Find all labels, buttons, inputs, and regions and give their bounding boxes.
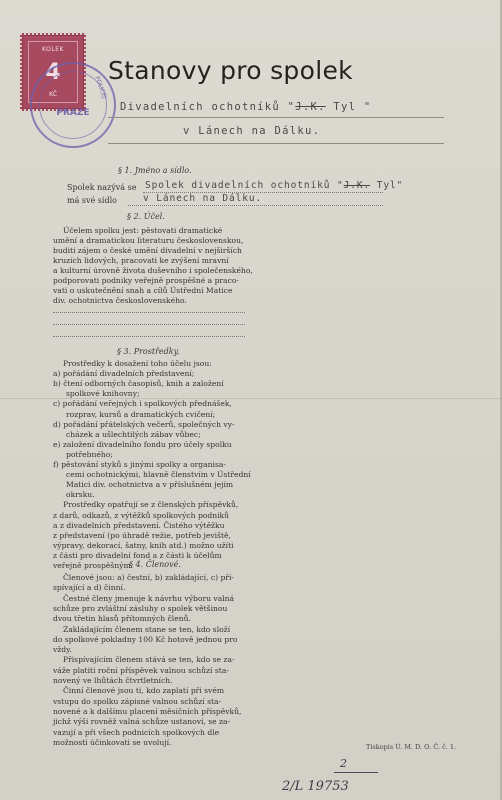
- s3-line: Prostředky k dosažení toho účelu jsou:: [63, 359, 212, 368]
- s4-line: Členové jsou: a) čestní, b) zakládající, c) při-: [63, 573, 234, 582]
- s2-line: buditi zájem o české umění divadelní v nejširších: [53, 246, 242, 255]
- printer-note: Tiskopis Ú. M. D. O. Č. č. 1.: [366, 743, 457, 751]
- s4-line: spívající a d) činní.: [53, 583, 126, 593]
- s3-line: z darů, odkazů, z výtěžků spolkových podniků: [53, 510, 230, 520]
- s3-line: a z divadelních představení. Čistého výtěžku: [53, 520, 225, 530]
- s4-line: váže platiti roční příspěvek valnou schůzí sta-: [53, 665, 229, 675]
- s3-line: veřejně prospěšným.: [53, 561, 134, 570]
- name-value-post: Tyl": [370, 180, 404, 191]
- name-label: Spolek nazývá se: [67, 183, 137, 192]
- s3-line: b) čtení odborných časopisů, knih a založení: [53, 379, 224, 389]
- blank-line-3: [53, 336, 245, 337]
- s3-line: výpravy, dekorací, šatny, knih atd.) možno užíti: [53, 540, 234, 550]
- blank-line-2: [53, 324, 245, 325]
- seat-value: v Lánech na Dálku.: [143, 193, 263, 204]
- s3-line: c) pořádání veřejných i spolkových přednášek,: [53, 399, 232, 409]
- page-mark: 2: [340, 757, 347, 770]
- archive-number: 2/L 19753: [282, 779, 349, 794]
- s4-line: dvou třetin hlasů přítomných členů.: [53, 614, 191, 624]
- document-title: Stanovy pro spolek: [108, 56, 353, 85]
- stamp-top-text: KOLEK: [42, 46, 64, 53]
- seal-side-text: POLICEJ: [93, 75, 108, 100]
- association-name-post: Tyl ": [325, 101, 372, 113]
- s2-line: podporovati podniky veřejně prospěšné a praco-: [53, 276, 239, 285]
- s3-line: potřebného;: [66, 449, 113, 459]
- s4-line: schůze pro zvláštní zásluhy o spolek většinou: [53, 603, 228, 613]
- s4-line: Činní členové jsou ti, kdo zaplatí při svém: [63, 686, 225, 696]
- association-name-pre: Divadelních ochotníků ": [120, 101, 296, 113]
- s4-line: novený ve lhůtách čtvrtletních.: [53, 676, 173, 685]
- s2-line: div. ochotnictva československého.: [53, 296, 187, 305]
- seat-dotted-line: [128, 205, 383, 206]
- s4-line: do spolkové pokladny 100 Kč hotově jednou pro: [53, 634, 238, 644]
- s3-line: e) založení divadelního fondu pro účely spolku: [53, 439, 232, 449]
- s4-line: Zakládajícím členem stane se ten, kdo složí: [63, 624, 231, 634]
- section-1-heading: § 1. Jméno a sídlo.: [118, 166, 192, 175]
- s3-line: d) pořádání přátelských večerů, společných vy-: [53, 419, 235, 429]
- s4-line: Čestné členy jmenuje k návrhu výboru valná: [63, 593, 235, 603]
- name-value: [145, 180, 403, 191]
- page-mark-underline: [334, 772, 378, 773]
- s2-line: Účelem spolku jest: pěstovati dramatické: [63, 226, 223, 235]
- s2-line: a kulturní úrovně života duševního i společenského,: [53, 266, 253, 275]
- blank-line-1: [53, 312, 245, 313]
- s3-line: z představení (po úhradě režie, potřeb jeviště,: [53, 530, 231, 540]
- s3-line: z části pro divadelní fond a z části k účelům: [53, 550, 222, 560]
- section-3-heading: § 3. Prostředky.: [117, 347, 180, 356]
- stamp-bottom-text: KČ: [49, 91, 57, 98]
- s3-line: Matici div. ochotnictva a v příslušném jejím: [66, 480, 234, 490]
- s2-line: vati o uskutečnění snah a cílů Ústřední Matice: [53, 286, 233, 295]
- s4-line: novené a k dalšímu placení měsíčních příspěvků,: [53, 706, 242, 716]
- s4-line: vstupu do spolku zápisné valnou schůzí sta-: [53, 696, 222, 706]
- s3-line: cemi ochotnickými, hlavně členstvím v Ústřední: [66, 470, 251, 480]
- header-rule-1: [108, 117, 444, 118]
- s3-line: rozprav, kursů a dramatických cvičení;: [66, 409, 216, 419]
- police-seal: [30, 62, 116, 148]
- s3-line: Prostředky opatřují se z členských příspěvků,: [63, 500, 239, 510]
- s4-line: možnosti účinkovati se uvolují.: [53, 737, 172, 747]
- s2-line: kruzích lidových, pracovati ke zvýšení mravní: [53, 256, 229, 265]
- section-2-heading: § 2. Účel.: [127, 212, 165, 221]
- section-4-heading: § 4. Členové.: [129, 560, 181, 569]
- association-name-line: [120, 101, 372, 113]
- s2-line: umění a dramatickou literaturu československou,: [53, 236, 244, 245]
- s3-line: cházek a ušlechtilých zábav vůbec;: [66, 429, 201, 439]
- association-name-struck: J.K.: [295, 101, 326, 113]
- s3-line: f) pěstování styků s jinými spolky a organisa-: [53, 460, 226, 469]
- s4-line: vždy.: [53, 645, 72, 655]
- seal-city-text: PRAZE: [56, 108, 90, 118]
- header-rule-2: [108, 143, 444, 144]
- stamp-value: 4: [45, 60, 61, 85]
- s4-line: vazují a při všech podnicích spolkových dle: [53, 727, 220, 737]
- association-location-line: v Lánech na Dálku.: [183, 125, 321, 137]
- seat-label: má své sídlo: [67, 196, 117, 205]
- name-value-pre: Spolek divadelních ochotníků ": [145, 180, 344, 191]
- s4-line: Přispívajícím členem stává se ten, kdo se za-: [63, 655, 235, 665]
- s3-line: okrsku.: [66, 490, 95, 500]
- name-value-struck: J.K.: [343, 180, 371, 191]
- s3-line: spolkové knihovny;: [66, 389, 140, 399]
- s4-line: jichž výši rovněž valná schůze ustanoví, se za-: [53, 717, 231, 727]
- s3-line: a) pořádání divadelních představení;: [53, 369, 195, 379]
